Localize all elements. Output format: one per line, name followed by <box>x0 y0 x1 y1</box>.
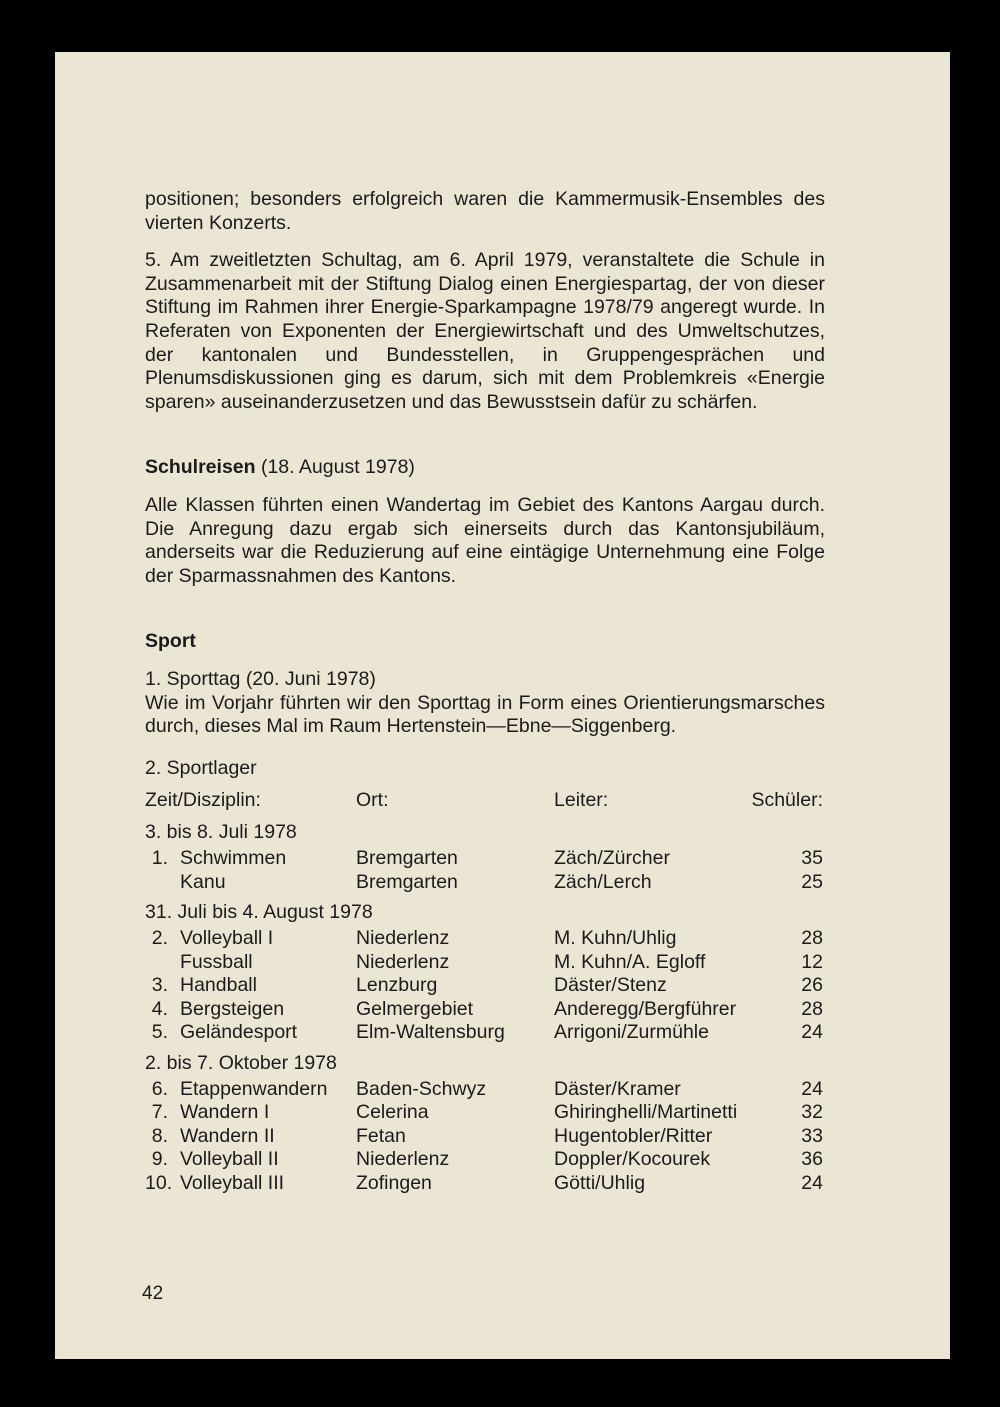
sportlager-table <box>145 789 825 1195</box>
cell-leiter: Anderegg/Bergführer <box>554 997 737 1020</box>
cell-disziplin: Handball <box>180 974 257 997</box>
cell-disziplin: Volleyball III <box>180 1171 285 1194</box>
schulreisen-date: (18. August 1978) <box>260 456 415 479</box>
cell-disziplin: Geländesport <box>180 1021 298 1044</box>
cell-disziplin: Fussball <box>180 950 253 973</box>
cell-schueler: 28 <box>801 997 823 1020</box>
table-row <box>145 1172 825 1196</box>
header-zeit: Zeit/Disziplin: <box>145 789 261 812</box>
cell-ort: Baden-Schwyz <box>356 1077 487 1100</box>
page-number: 42 <box>142 1283 164 1304</box>
table-row <box>145 1148 825 1172</box>
table-row <box>145 1021 825 1045</box>
cell-ort: Gelmergebiet <box>356 997 474 1020</box>
period-label: 2. bis 7. Oktober 1978 <box>145 1051 337 1074</box>
cell-schueler: 25 <box>801 870 823 893</box>
table-row <box>145 927 825 951</box>
cell-schueler: 12 <box>801 950 823 973</box>
cell-ort: Zofingen <box>356 1171 432 1194</box>
table-row <box>145 1101 825 1125</box>
schulreisen-text: Alle Klassen führten einen Wandertag im Gebiet des Kantons Aargau durch. Die Anregung dazu ergab sich einerseits durch das Kantonsjubiläum, anderseits war die Reduzierung auf eine eintägige Unternehmung eine Folge der Sparmassnahmen des Kantons. <box>145 493 825 587</box>
cell-ort: Niederlenz <box>356 1148 450 1171</box>
cell-disziplin: Volleyball II <box>180 1148 279 1171</box>
row-number: 5. <box>151 1021 168 1044</box>
table-row <box>145 1125 825 1149</box>
cell-leiter: Zäch/Zürcher <box>554 847 670 870</box>
cell-leiter: Hugentobler/Ritter <box>554 1124 713 1147</box>
cell-disziplin: Kanu <box>180 870 226 893</box>
table-row <box>145 871 825 895</box>
sportlager-title: 2. Sportlager <box>145 756 257 779</box>
schulreisen-heading <box>145 456 825 480</box>
row-number: 7. <box>151 1101 168 1124</box>
cell-disziplin: Wandern I <box>180 1101 270 1124</box>
cell-ort: Bremgarten <box>356 847 458 870</box>
cell-leiter: Doppler/Kocourek <box>554 1148 711 1171</box>
cell-ort: Niederlenz <box>356 927 450 950</box>
sport-title: Sport <box>145 630 196 653</box>
row-number: 9. <box>151 1148 168 1171</box>
cell-ort: Fetan <box>356 1124 406 1147</box>
cell-schueler: 32 <box>801 1101 823 1124</box>
row-number: 1. <box>151 847 168 870</box>
header-leiter: Leiter: <box>554 789 609 812</box>
table-header <box>145 789 825 821</box>
table-row <box>145 1078 825 1102</box>
sport-heading <box>145 630 825 654</box>
period-label: 3. bis 8. Juli 1978 <box>145 821 297 844</box>
table-row <box>145 998 825 1022</box>
cell-schueler: 26 <box>801 974 823 997</box>
cell-schueler: 24 <box>801 1077 823 1100</box>
cell-ort: Lenzburg <box>356 974 438 997</box>
cell-disziplin: Bergsteigen <box>180 997 285 1020</box>
cell-leiter: M. Kuhn/Uhlig <box>554 927 677 950</box>
cell-leiter: Däster/Stenz <box>554 974 667 997</box>
cell-schueler: 36 <box>801 1148 823 1171</box>
table-row <box>145 974 825 998</box>
header-ort: Ort: <box>356 789 389 812</box>
cell-schueler: 33 <box>801 1124 823 1147</box>
table-row <box>145 847 825 871</box>
cell-schueler: 28 <box>801 927 823 950</box>
cell-schueler: 24 <box>801 1171 823 1194</box>
sporttag-text: Wie im Vorjahr führten wir den Sporttag in Form eines Orientierungsmarsches durch, dieses Mal im Raum Hertenstein—Ebne—Siggenberg. <box>145 691 825 738</box>
cell-leiter: Arrigoni/Zurmühle <box>554 1021 709 1044</box>
cell-ort: Bremgarten <box>356 870 458 893</box>
cell-ort: Niederlenz <box>356 950 450 973</box>
period-label: 31. Juli bis 4. August 1978 <box>145 901 373 924</box>
cell-schueler: 35 <box>801 847 823 870</box>
row-number: 4. <box>151 997 168 1020</box>
cell-ort: Celerina <box>356 1101 429 1124</box>
page-content <box>145 188 825 1195</box>
row-number: 8. <box>151 1124 168 1147</box>
cell-leiter: Zäch/Lerch <box>554 870 652 893</box>
cell-disziplin: Volleyball I <box>180 927 274 950</box>
paragraph-konzerte: positionen; besonders erfolgreich waren die Kammermusik-Ensembles des vierten Konzerts. <box>145 188 825 234</box>
schulreisen-title: Schulreisen <box>145 456 256 479</box>
row-number: 3. <box>151 974 168 997</box>
cell-leiter: M. Kuhn/A. Egloff <box>554 950 706 973</box>
cell-disziplin: Etappenwandern <box>180 1077 328 1100</box>
cell-disziplin: Schwimmen <box>180 847 287 870</box>
paragraph-energiespartag: 5. Am zweitletzten Schultag, am 6. April 1979, veranstaltete die Schule in Zusammenarbeit mit der Stiftung Dialog einen Energiespartag, der von dieser Stiftung im Rahmen ihrer Energie-Sparkampagne 1978/79 angeregt wurde. In Referaten von Exponenten der Energiewirtschaft und des Umweltschutzes, der kantonalen und Bundesstellen, in Gruppengesprächen und Plenumsdiskussionen ging es darum, sich mit dem Problemkreis «Energie sparen» auseinanderzusetzen und das Bewusstsein dafür zu schärfen. <box>145 249 825 413</box>
table-body <box>145 821 825 1195</box>
table-row <box>145 951 825 975</box>
cell-leiter: Däster/Kramer <box>554 1077 681 1100</box>
row-number: 6. <box>151 1077 168 1100</box>
cell-disziplin: Wandern II <box>180 1124 275 1147</box>
row-number: 2. <box>151 927 168 950</box>
cell-leiter: Ghiringhelli/Martinetti <box>554 1101 738 1124</box>
cell-ort: Elm-Waltensburg <box>356 1021 505 1044</box>
header-schueler: Schüler: <box>751 789 823 812</box>
row-number: 10. <box>145 1171 173 1194</box>
cell-leiter: Götti/Uhlig <box>554 1171 646 1194</box>
sporttag-title: 1. Sporttag (20. Juni 1978) <box>145 667 376 690</box>
cell-schueler: 24 <box>801 1021 823 1044</box>
